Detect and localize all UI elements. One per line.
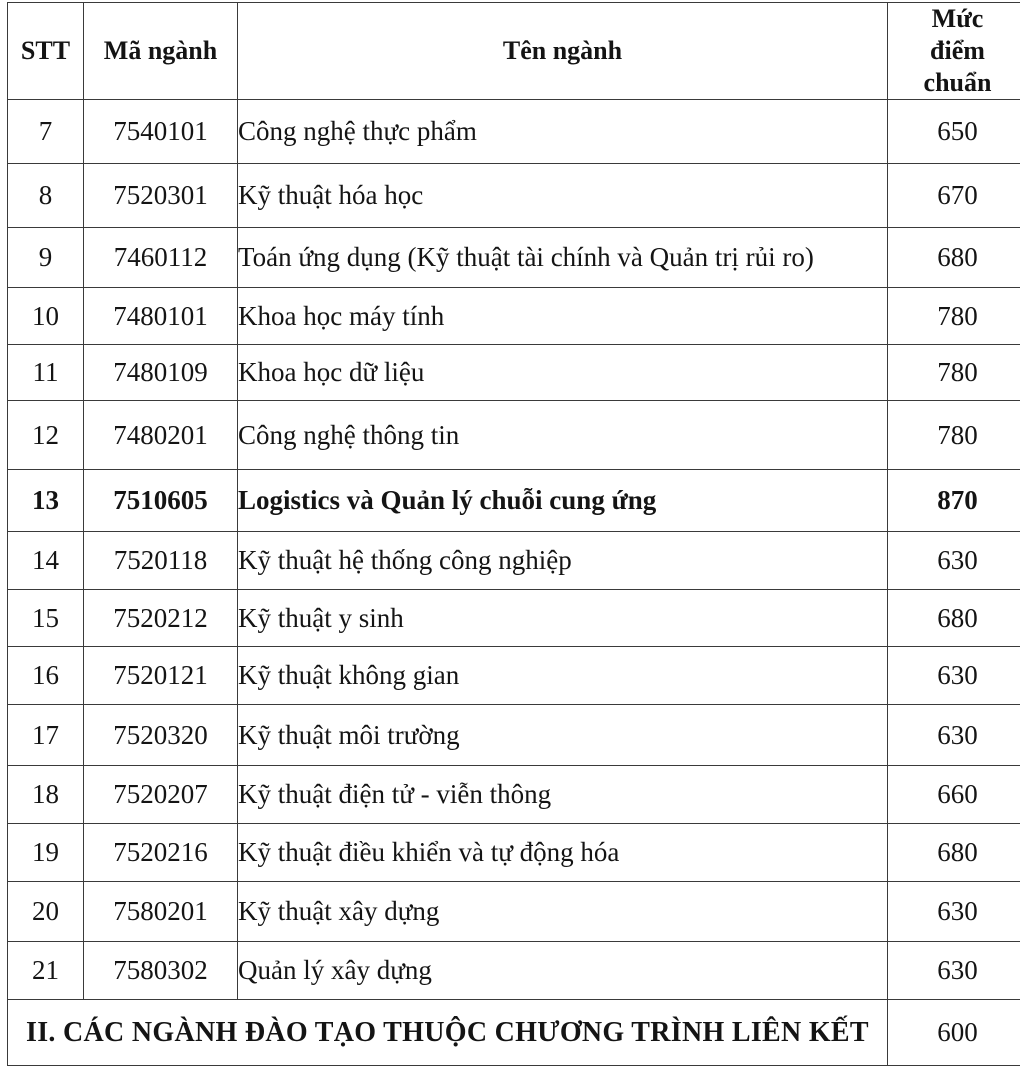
row-score: 650 xyxy=(888,100,1020,164)
row-score: 870 xyxy=(888,470,1020,532)
table-row xyxy=(8,228,1020,288)
table-row-highlighted xyxy=(8,470,1020,532)
row-stt: 11 xyxy=(8,345,84,401)
header-code: Mã ngành xyxy=(84,3,238,100)
row-stt: 15 xyxy=(8,590,84,647)
header-score-line2: điểm xyxy=(888,35,1020,67)
row-code: 7520301 xyxy=(84,164,238,228)
row-code: 7520121 xyxy=(84,647,238,705)
row-stt: 9 xyxy=(8,228,84,288)
row-stt: 16 xyxy=(8,647,84,705)
row-code: 7540101 xyxy=(84,100,238,164)
row-score: 680 xyxy=(888,824,1020,882)
table-row xyxy=(8,164,1020,228)
section-row xyxy=(8,1000,1020,1066)
row-name: Công nghệ thông tin xyxy=(238,401,888,470)
row-code: 7520207 xyxy=(84,766,238,824)
row-code: 7480101 xyxy=(84,288,238,345)
row-score: 630 xyxy=(888,532,1020,590)
table-row xyxy=(8,401,1020,470)
row-stt: 13 xyxy=(8,470,84,532)
row-code: 7480201 xyxy=(84,401,238,470)
row-code: 7480109 xyxy=(84,345,238,401)
row-name: Kỹ thuật không gian xyxy=(238,647,888,705)
table-row xyxy=(8,532,1020,590)
header-name: Tên ngành xyxy=(238,3,888,100)
table-row xyxy=(8,766,1020,824)
table-row xyxy=(8,824,1020,882)
row-code: 7520216 xyxy=(84,824,238,882)
admission-score-table xyxy=(7,2,1020,1066)
row-code: 7580302 xyxy=(84,942,238,1000)
row-stt: 8 xyxy=(8,164,84,228)
table-row xyxy=(8,100,1020,164)
header-stt: STT xyxy=(8,3,84,100)
row-name: Kỹ thuật hóa học xyxy=(238,164,888,228)
row-name: Kỹ thuật xây dựng xyxy=(238,882,888,942)
row-code: 7580201 xyxy=(84,882,238,942)
row-code: 7520212 xyxy=(84,590,238,647)
row-name: Khoa học dữ liệu xyxy=(238,345,888,401)
row-stt: 18 xyxy=(8,766,84,824)
row-name: Kỹ thuật y sinh xyxy=(238,590,888,647)
row-name: Công nghệ thực phẩm xyxy=(238,100,888,164)
row-name: Kỹ thuật hệ thống công nghiệp xyxy=(238,532,888,590)
row-stt: 21 xyxy=(8,942,84,1000)
section-score: 600 xyxy=(888,1000,1020,1066)
row-score: 630 xyxy=(888,882,1020,942)
row-name: Kỹ thuật điện tử - viễn thông xyxy=(238,766,888,824)
table-row xyxy=(8,288,1020,345)
row-name: Kỹ thuật môi trường xyxy=(238,705,888,766)
table-row xyxy=(8,590,1020,647)
table-header-row xyxy=(8,3,1020,100)
table-row xyxy=(8,942,1020,1000)
row-score: 780 xyxy=(888,401,1020,470)
row-score: 630 xyxy=(888,942,1020,1000)
section-title: II. CÁC NGÀNH ĐÀO TẠO THUỘC CHƯƠNG TRÌNH LIÊN KẾT xyxy=(8,1000,888,1066)
row-code: 7460112 xyxy=(84,228,238,288)
row-name: Khoa học máy tính xyxy=(238,288,888,345)
row-score: 780 xyxy=(888,345,1020,401)
row-stt: 7 xyxy=(8,100,84,164)
header-score xyxy=(888,3,1020,100)
row-name: Toán ứng dụng (Kỹ thuật tài chính và Quản trị rủi ro) xyxy=(238,228,888,288)
header-score-line3: chuẩn xyxy=(888,67,1020,99)
row-stt: 19 xyxy=(8,824,84,882)
row-stt: 17 xyxy=(8,705,84,766)
table-row xyxy=(8,647,1020,705)
row-name: Logistics và Quản lý chuỗi cung ứng xyxy=(238,470,888,532)
row-score: 660 xyxy=(888,766,1020,824)
header-score-line1: Mức xyxy=(888,3,1020,35)
table-row xyxy=(8,705,1020,766)
row-score: 670 xyxy=(888,164,1020,228)
row-stt: 14 xyxy=(8,532,84,590)
row-score: 630 xyxy=(888,705,1020,766)
table-row xyxy=(8,882,1020,942)
table-row xyxy=(8,345,1020,401)
row-code: 7520118 xyxy=(84,532,238,590)
row-code: 7520320 xyxy=(84,705,238,766)
row-score: 680 xyxy=(888,590,1020,647)
row-stt: 10 xyxy=(8,288,84,345)
row-stt: 20 xyxy=(8,882,84,942)
row-name: Quản lý xây dựng xyxy=(238,942,888,1000)
row-code: 7510605 xyxy=(84,470,238,532)
row-stt: 12 xyxy=(8,401,84,470)
row-score: 680 xyxy=(888,228,1020,288)
row-score: 780 xyxy=(888,288,1020,345)
row-name: Kỹ thuật điều khiển và tự động hóa xyxy=(238,824,888,882)
row-score: 630 xyxy=(888,647,1020,705)
